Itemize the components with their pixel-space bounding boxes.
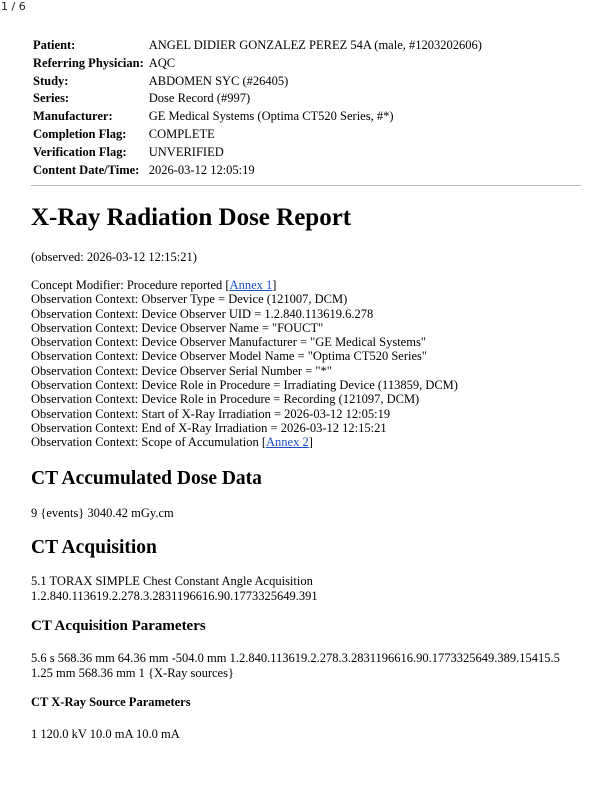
header-value: AQC [148, 55, 176, 70]
observation-context-line: Observation Context: Device Observer Manufacturer = "GE Medical Systems" [31, 335, 426, 350]
concept-modifier-line: Concept Modifier: Procedure reported [Annex 1] [31, 278, 277, 292]
header-label: Content Date/Time: [33, 162, 140, 177]
observation-context-line: Observation Context: End of X-Ray Irradiation = 2026-03-12 12:15:21 [31, 420, 387, 435]
header-row [31, 55, 484, 73]
observed-datetime: (observed: 2026-03-12 12:15:21) [31, 250, 197, 264]
observation-context-line: Observation Context: Device Role in Procedure = Recording (121097, DCM) [31, 392, 420, 407]
observation-context-list [31, 278, 458, 450]
observation-context-line: Observation Context: Device Role in Procedure = Irradiating Device (113859, DCM) [31, 378, 458, 393]
observation-context-line: Observation Context: Device Observer Name = "FOUCT" [31, 320, 324, 335]
header-row [31, 108, 484, 126]
report-title: X-Ray Radiation Dose Report [31, 204, 352, 231]
scope-accumulation-line: Observation Context: Scope of Accumulation [Annex 2] [31, 435, 313, 450]
header-value: GE Medical Systems (Optima CT520 Series, #*) [148, 109, 394, 124]
header-label: Referring Physician: [33, 55, 144, 70]
observation-context-line: Observation Context: Start of X-Ray Irradiation = 2026-03-12 12:05:19 [31, 406, 391, 421]
page-counter: 1 / 6 [1, 0, 26, 13]
acquisition-protocol: 5.1 TORAX SIMPLE Chest Constant Angle Acquisition [31, 574, 313, 588]
header-row [31, 144, 484, 162]
annex-1-link[interactable]: Annex 1 [229, 278, 273, 292]
header-value: ABDOMEN SYC (#26405) [148, 73, 289, 88]
observation-context-line: Observation Context: Observer Type = Device (121007, DCM) [31, 292, 348, 307]
acquisition-uid: 1.2.840.113619.2.278.3.2831196616.90.1773325649.391 [31, 589, 318, 603]
header-label: Manufacturer: [33, 109, 113, 124]
patient-info-table [31, 37, 484, 179]
header-label: Series: [33, 91, 70, 106]
header-label: Verification Flag: [33, 144, 127, 159]
header-value: Dose Record (#997) [148, 91, 251, 106]
annex-2-link[interactable]: Annex 2 [266, 435, 309, 450]
header-row [31, 73, 484, 91]
ct-acquisition-heading: CT Acquisition [31, 537, 157, 558]
observation-context-line: Observation Context: Device Observer Model Name = "Optima CT520 Series" [31, 349, 427, 364]
header-divider [31, 185, 581, 186]
header-label: Study: [33, 73, 69, 88]
header-value: 2026-03-12 12:05:19 [148, 162, 255, 177]
source-parameters-value: 1 120.0 kV 10.0 mA 10.0 mA [31, 727, 180, 741]
accumulated-dose-value: 9 {events} 3040.42 mGy.cm [31, 506, 174, 520]
header-value: COMPLETE [148, 126, 215, 141]
acquisition-parameters-heading: CT Acquisition Parameters [31, 618, 206, 634]
header-label: Patient: [33, 38, 76, 52]
header-label: Completion Flag: [33, 126, 127, 141]
source-parameters-heading: CT X-Ray Source Parameters [31, 695, 191, 709]
observation-context-line: Observation Context: Device Observer Serial Number = "*" [31, 363, 332, 378]
acquisition-parameters-line-1: 5.6 s 568.36 mm 64.36 mm -504.0 mm 1.2.840.113619.2.278.3.2831196616.90.1773325649.389.15415.5 [31, 651, 560, 665]
header-row [31, 37, 484, 55]
accumulated-dose-heading: CT Accumulated Dose Data [31, 468, 262, 489]
header-value: ANGEL DIDIER GONZALEZ PEREZ 54A (male, #1203202606) [148, 38, 482, 52]
header-row [31, 90, 484, 108]
acquisition-parameters-line-2: 1.25 mm 568.36 mm 1 {X-Ray sources} [31, 666, 234, 680]
header-value: UNVERIFIED [148, 144, 224, 159]
header-row [31, 126, 484, 144]
observation-context-line: Observation Context: Device Observer UID = 1.2.840.113619.6.278 [31, 306, 374, 321]
header-row [31, 162, 484, 180]
